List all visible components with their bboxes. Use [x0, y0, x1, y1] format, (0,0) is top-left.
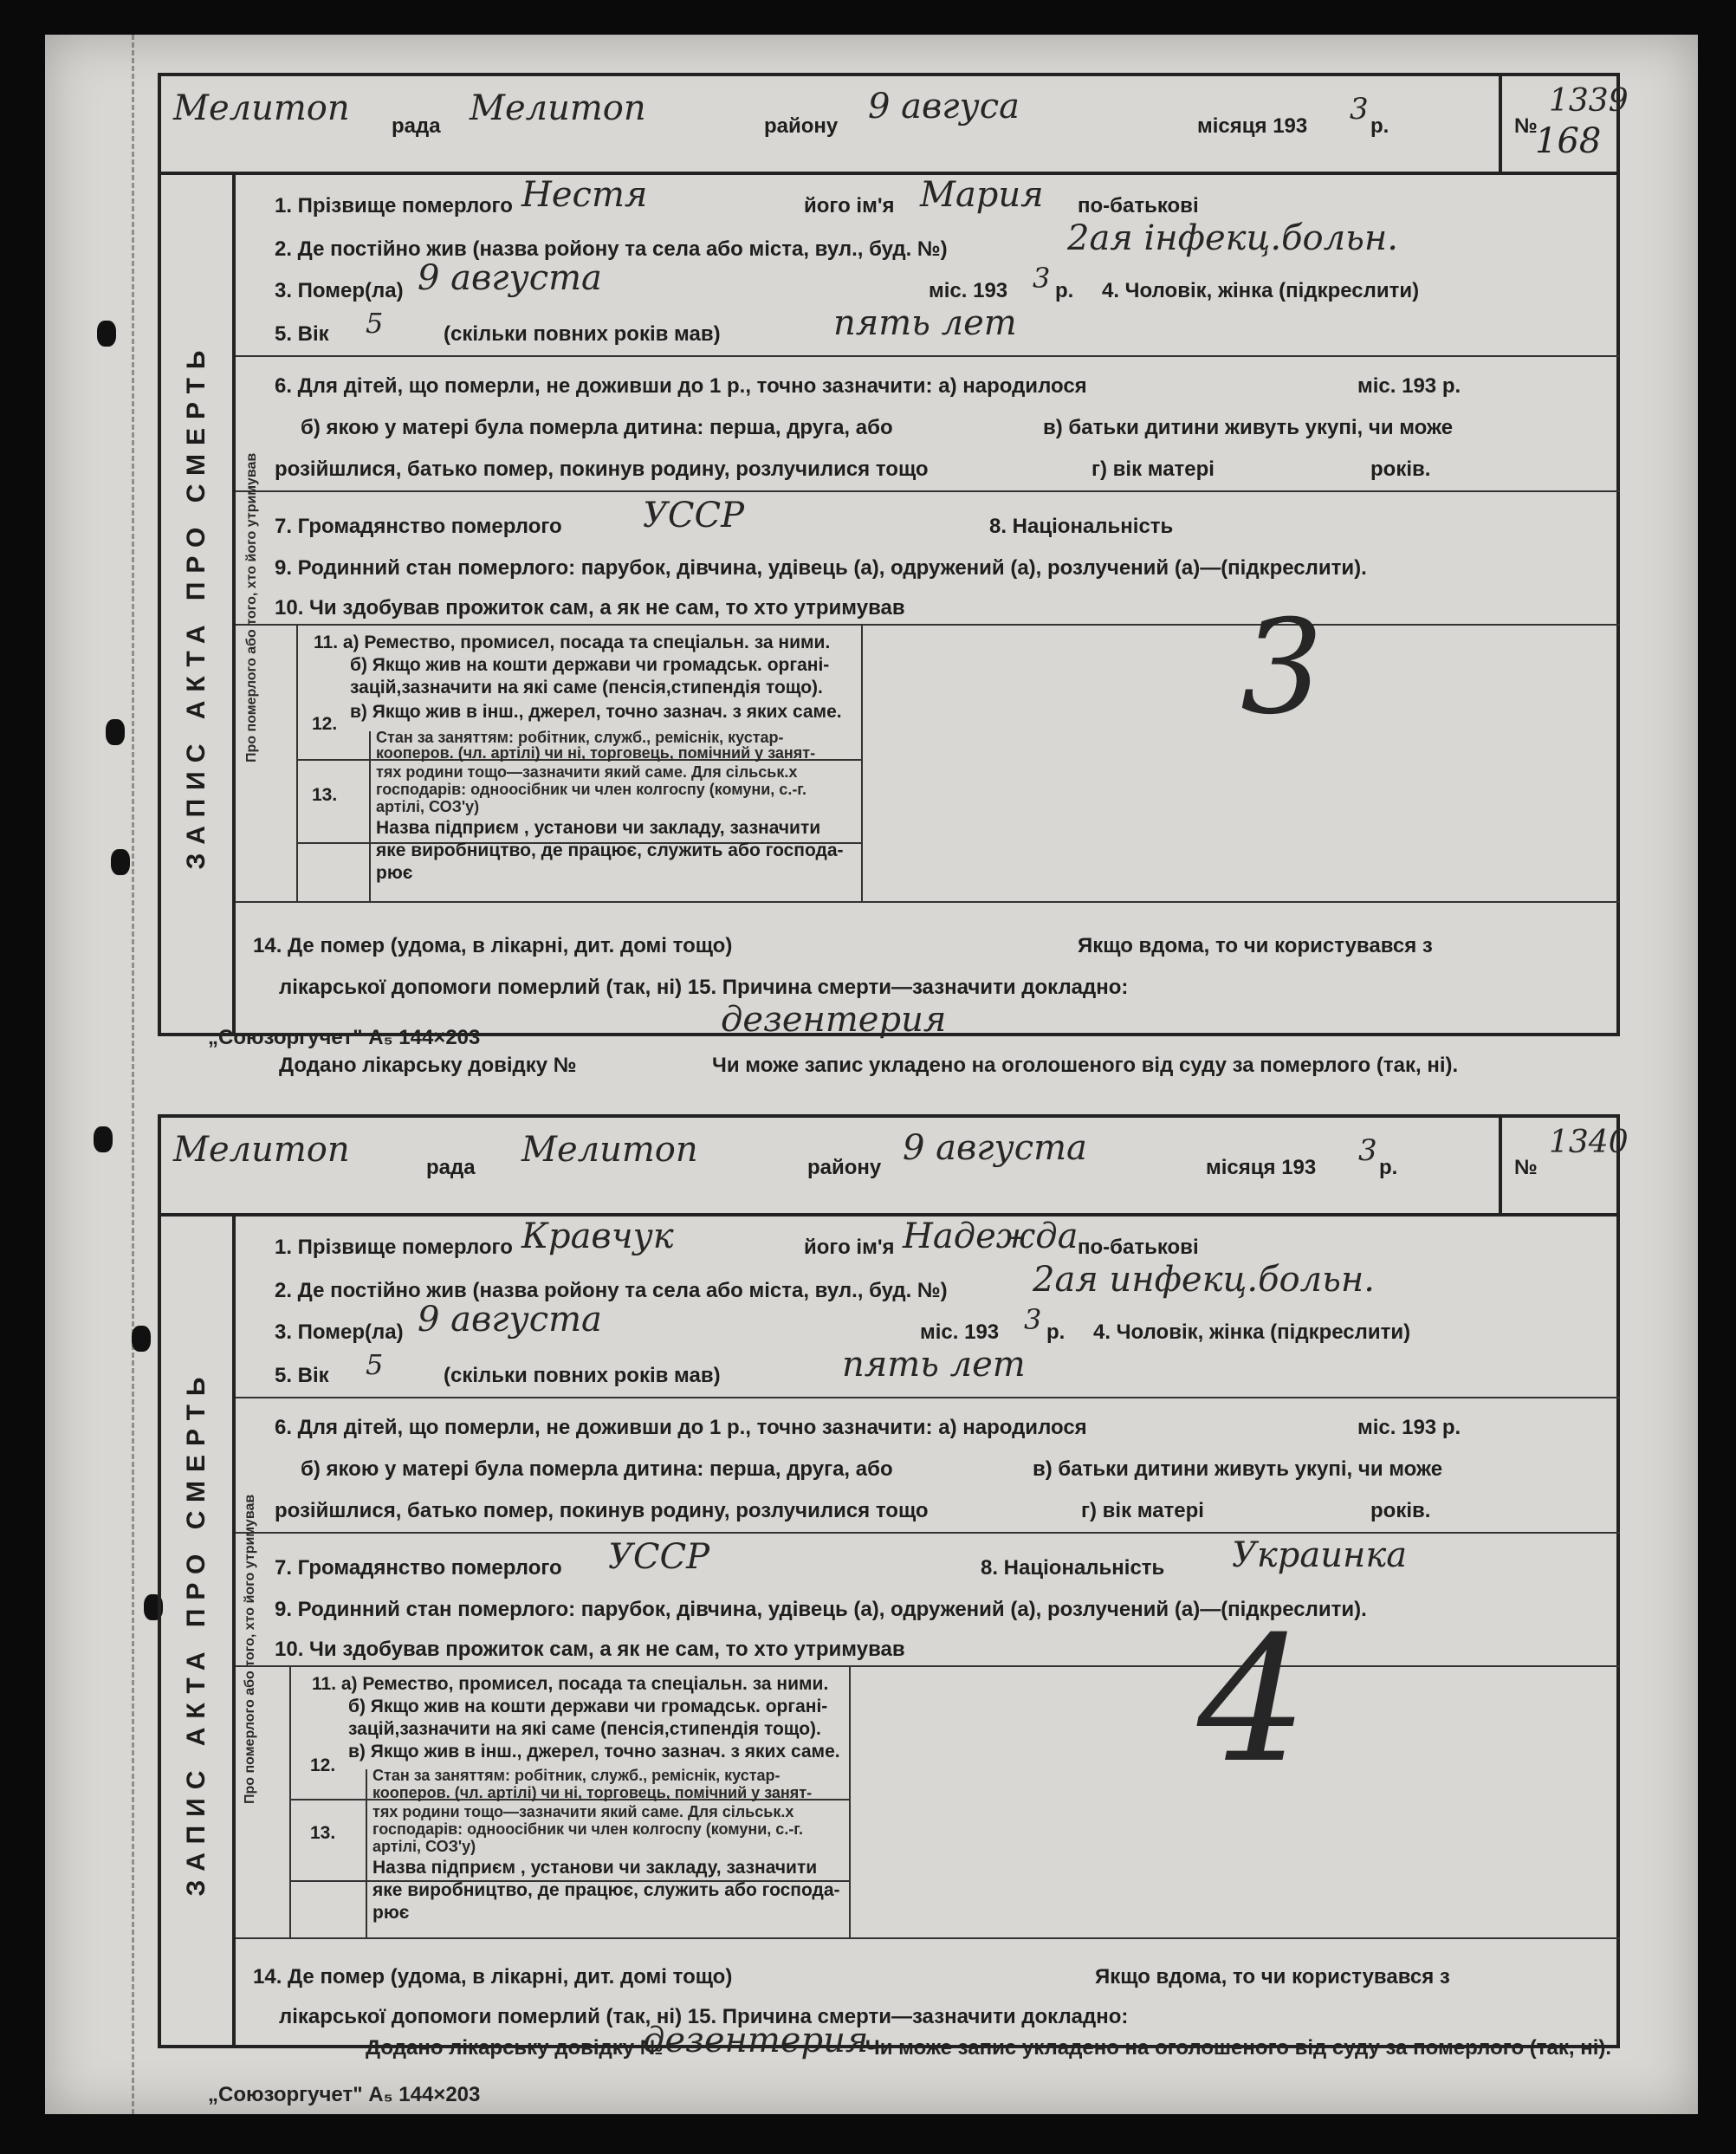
- death-date-value: 9 августа: [418, 1300, 602, 1340]
- death-record-2: Мелитоп рада Мелитоп району 9 августа місяця 193 3 р. № 1340 ЗАПИС АКТА ПРО СМЕРТЬ 1. Прізвище померлого Кравчук його ім'я Надежда по-батькові 2. Де постійно жив (назва ройону та села або міста, вул., буд. №) 2ая инфекц.больн. 3. Помер(ла) 9 августа міс. 193 3 р. 4. Чоловік, жінка (підкреслити) 5. Вік 5 (скільки повних років мав) пять лет 6. Для дітей, що померли, не доживши до 1 р., точно зазначити: а) народилося міс. 193 р. б) якою у матері була померла дитина: перша, друга, або в) батьки дитини живуть укупі, чи може розійшлися, батько помер, покинув родину, розлучилися тощо г) вік матері років. 7. Громадянство померлого УССР 8. Національність Украинка 9. Родинний стан померлого: парубок, дівчина, удівець (а), одружений (а), розлучений (а)—(підкреслити). 10. Чи здобував прожиток сам, а як не сам, то хто утримував Про померлого або того, хто його утримував 11. а) Ремество, промисел, посада та спеціальн. за ними. б) Якщо жив на кошти держави чи громадськ. органі- зацій,зазначити на які саме (пенсія,стипендія тощо). в) Якщо жив в інш., джерел, точно зазнач. з яких саме. 12. Стан за заняттям: робітник, служб., реміснік, кустар- кооперов. (чл. артілі) чи ні, торговець, помічний у занят- тях родини тощо—зазначити який саме. Для сільськ.х господарів: одноосібник чи член колгоспу (комуни, с.-г. артілі, СОЗ'у) 13. Назва підприєм , установи чи закладу, зазначити яке виробництво, де працює, служить або господа- рює 4 14. Де помер (удома, в лікарні, дит. домі тощо) Якщо вдома, то чи користувався з лікарської допомоги померлий (так, ні) 15. Причина смерти—зазначити докладно: дезентерия: [158, 1114, 1620, 2048]
- page-margin-number: 168: [1535, 121, 1602, 161]
- record-header: Мелитоп рада Мелитоп району 9 августа місяця 193 3 р. № 1340: [158, 1114, 1620, 1216]
- age-words-value: пять лет: [833, 303, 1017, 343]
- vertical-title: ЗАПИС АКТА ПРО СМЕРТЬ: [158, 1216, 236, 2048]
- residence-value: 2ая інфекц.больн.: [1067, 218, 1398, 258]
- citizenship-value: УССР: [608, 1537, 710, 1577]
- print-caption-2: „Союзоргучет" А₅ 144×203: [208, 2083, 481, 2106]
- name-value: Надежда: [903, 1216, 1079, 1256]
- death-record-1: Мелитоп рада Мелитоп району 9 авгуса місяця 193 3 р. № 1339 ЗАПИС АКТА ПРО СМЕРТЬ 1. Прізвище померлого Нестя його ім'я Мария по-батькові 2. Де постійно жив (назва ройону та села або міста, вул., буд. №) 2ая інфекц.больн. 3. Помер(ла) 9 августа міс. 193 3 р. 4. Чоловік, жінка (підкреслити) 5. Вік 5 (скільки повних років мав) пять лет 6. Для дітей, що померли, не доживши до 1 р., точно зазначити: а) народилося міс. 193 р. б) якою у матері була померла дитина: перша, друга, або в) батьки дитини живуть укупі, чи може розійшлися, батько помер, покинув родину, розлучилися тощо г) вік матері років. 7. Громадянство померлого УССР 8. Національність 9. Родинний стан померлого: парубок, дівчина, удівець (а), одружений (а), розлучений (а)—(підкреслити). 10. Чи здобував прожиток сам, а як не сам, то хто утримував Про померлого або того, хто його утримував 11. а) Ремество, промисел, посада та спеціальн. за ними. б) Якщо жив на кошти держави чи громадськ. органі- зацій,зазначити на які саме (пенсія,стипендія тощо). в) Якщо жив в інш., джерел, точно зазнач. з яких саме. 12. Стан за заняттям: робітник, служб., реміснік, кустар- кооперов. (чл. артілі) чи ні, торговець, помічний у занят- тях родини тощо—зазначити який саме. Для сільськ.х господарів: одноосібник чи член колгоспу (комуни, с.-г. артілі, СОЗ'у) 13. Назва підприєм , установи чи закладу, зазначити яке виробництво, де працює, служить або господа- рює 3 14. Де помер (удома, в лікарні, дит. домі тощо) Якщо вдома, то чи користувався з лікарської допомоги померлий (так, ні) 15. Причина смерти—зазначити докладно: дезентерия Додано лікарську довідку № Чи може запис укладено на оголошеного від суду за померлого (так, ні).: [158, 73, 1620, 1036]
- death-date-value: 9 августа: [418, 258, 602, 298]
- rada-value: Мелитоп: [173, 1130, 350, 1170]
- record-number: 1339: [1549, 83, 1629, 119]
- raion-value: Мелитоп: [521, 1130, 698, 1170]
- vertical-title: ЗАПИС АКТА ПРО СМЕРТЬ: [158, 175, 236, 1036]
- dependent-mark: 4: [1197, 1599, 1308, 1801]
- cause-value: дезентерия: [643, 2021, 869, 2060]
- residence-value: 2ая инфекц.больн.: [1033, 1260, 1375, 1300]
- nationality-value: Украинка: [1232, 1535, 1408, 1575]
- name-value: Мария: [920, 175, 1044, 215]
- age-words-value: пять лет: [842, 1345, 1026, 1385]
- surname-value: Кравчук: [521, 1216, 674, 1256]
- record-number: 1340: [1549, 1125, 1629, 1160]
- date-value: 9 августа: [903, 1128, 1087, 1168]
- age-value: 5: [366, 1348, 384, 1381]
- date-value: 9 авгуса: [868, 87, 1020, 127]
- raion-value: Мелитоп: [470, 88, 646, 128]
- age-value: 5: [366, 307, 384, 340]
- print-caption-1: „Союзоргучет" А₅ 144×203: [208, 1026, 481, 1049]
- dependent-mark: 3: [1240, 593, 1324, 743]
- surname-value: Нестя: [521, 175, 648, 215]
- record-2-footer-line: Додано лікарську довідку № Чи може запис укладено на оголошеного від суду за померлого (так, ні).: [366, 2036, 1612, 2060]
- citizenship-value: УССР: [643, 496, 745, 535]
- binding-holes: [71, 35, 140, 2114]
- rada-value: Мелитоп: [173, 88, 350, 128]
- cause-value: дезентерия: [721, 1000, 947, 1040]
- record-header: Мелитоп рада Мелитоп району 9 авгуса місяця 193 3 р. № 1339: [158, 73, 1620, 175]
